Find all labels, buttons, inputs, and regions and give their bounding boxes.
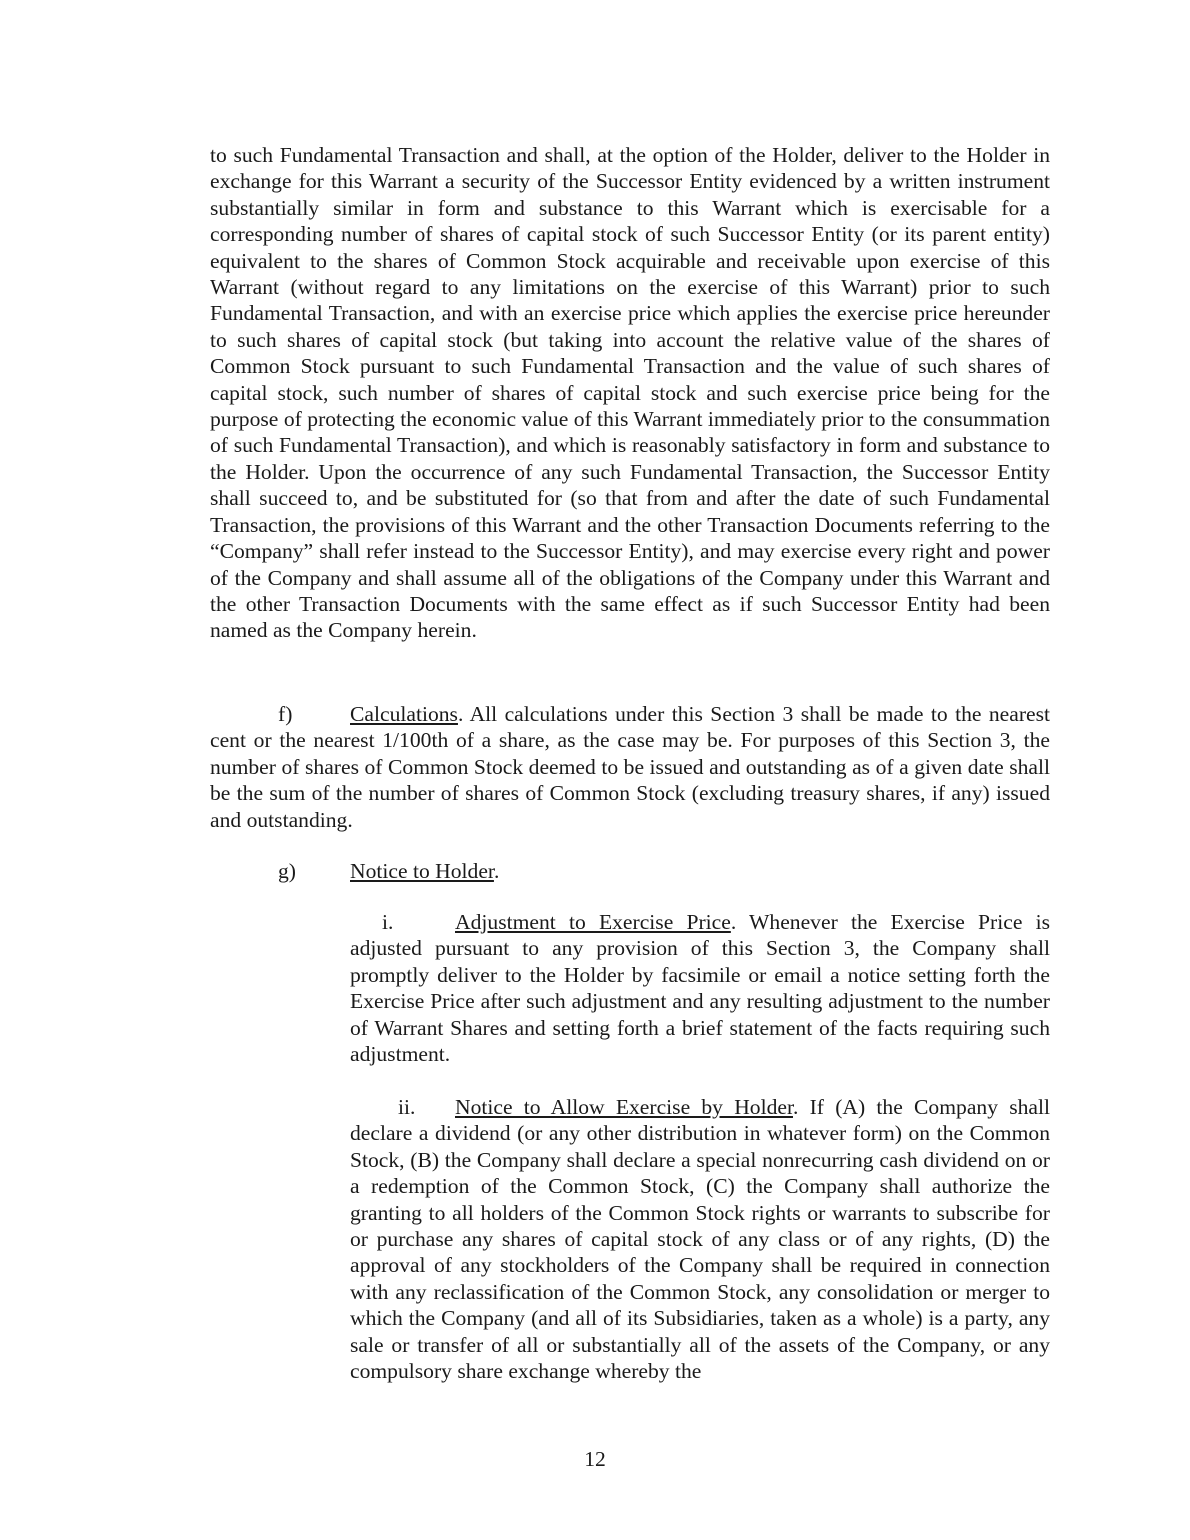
item-ii-marker: ii. <box>398 1095 416 1119</box>
item-i-body: . Whenever the Exercise Price is adjusted pursuant to any provision of this Section 3, the Company shall promptly deliver to the Holder by facsimile or email a notice setting forth the Exercise Price after such adjustment and any resulting adjustment to the number of Warrant Shares and setting forth a brief statement of the facts requiring such adjustment. <box>350 910 1051 1067</box>
section-g-item-ii <box>350 1094 1050 1384</box>
item-i-marker: i. <box>382 910 394 934</box>
item-i-heading: Adjustment to Exercise Price <box>455 910 731 934</box>
section-g-notice-to-holder <box>210 858 1050 884</box>
paragraph-continuation: to such Fundamental Transaction and shall, at the option of the Holder, deliver to the Holder in exchange for this Warrant a security of the Successor Entity evidenced by a written instrument substantially similar in form and substance to this Warrant which is exercisable for a corresponding number of shares of capital stock of such Successor Entity (or its parent entity) equivalent to the shares of Common Stock acquirable and receivable upon exercise of this Warrant (without regard to any limitations on the exercise of this Warrant) prior to such Fundamental Transaction, and with an exercise price which applies the exercise price hereunder to such shares of capital stock (but taking into account the relative value of the shares of Common Stock pursuant to such Fundamental Transaction and the value of such shares of capital stock, such number of shares of capital stock and such exercise price being for the purpose of protecting the economic value of this Warrant immediately prior to the consummation of such Fundamental Transaction), and which is reasonably satisfactory in form and substance to the Holder. Upon the occurrence of any such Fundamental Transaction, the Successor Entity shall succeed to, and be substituted for (so that from and after the date of such Fundamental Transaction, the provisions of this Warrant and the other Transaction Documents referring to the “Company” shall refer instead to the Successor Entity), and may exercise every right and power of the Company and shall assume all of the obligations of the Company under this Warrant and the other Transaction Documents with the same effect as if such Successor Entity had been named as the Company herein. <box>210 143 1050 643</box>
section-g-item-i <box>350 909 1050 1067</box>
section-f-heading: Calculations <box>350 702 458 726</box>
item-ii-body: . If (A) the Company shall declare a dividend (or any other distribution in whatever form) on the Common Stock, (B) the Company shall declare a special nonrecurring cash dividend on or a redemption of the Common Stock, (C) the Company shall authorize the granting to all holders of the Common Stock rights or warrants to subscribe for or purchase any shares of capital stock of any class or of any rights, (D) the approval of any stockholders of the Company shall be required in connection with any reclassification of the Common Stock, any consolidation or merger to which the Company (and all of its Subsidiaries, taken as a whole) is a party, any sale or transfer of all or substantially all of the assets of the Company, or any compulsory share exchange whereby the <box>350 1095 1051 1384</box>
section-g-heading: Notice to Holder <box>350 859 494 883</box>
section-f-marker: f) <box>278 702 293 726</box>
section-f-body: . All calculations under this Section 3 shall be made to the nearest cent or the nearest 1/100th of a share, as the case may be. For purposes of this Section 3, the number of shares of Common Stock deemed to be issued and outstanding as of a given date shall be the sum of the number of shares of Common Stock (excluding treasury shares, if any) issued and outstanding. <box>210 702 1050 832</box>
section-g-trailing: . <box>493 859 500 883</box>
section-f-calculations <box>210 701 1050 833</box>
section-g-marker: g) <box>278 859 296 883</box>
item-ii-heading: Notice to Allow Exercise by Holder <box>455 1095 793 1119</box>
page-number: 12 <box>584 1447 606 1471</box>
